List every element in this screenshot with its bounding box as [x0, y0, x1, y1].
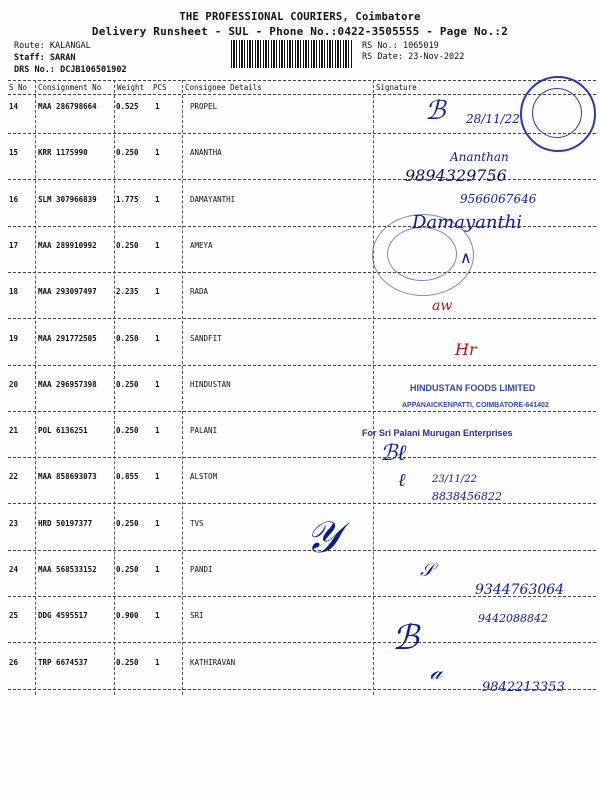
col-weight: Weight	[117, 83, 145, 92]
seal-inner-ring	[532, 88, 582, 138]
row-consignment: MAA 291772505	[38, 333, 97, 343]
runsheet-subtitle: Delivery Runsheet - SUL - Phone No.:0422-3505555 - Page No.:2	[91, 25, 509, 38]
row-consignee: TVS	[190, 518, 204, 528]
round-seal-stamp	[520, 76, 596, 152]
row-pcs: 1	[155, 379, 160, 389]
col-divider	[114, 80, 115, 695]
signature-mark-26: 𝒶	[430, 660, 443, 685]
row-divider	[8, 133, 596, 134]
signature-phone-22: 8838456822	[432, 490, 502, 503]
row-consignee: ANANTHA	[190, 148, 222, 158]
row-consignee: DAMAYANTHI	[190, 194, 236, 204]
rs-no-value: 1065019	[402, 41, 439, 51]
col-consignment: Consignment No	[38, 83, 102, 92]
route-line	[14, 41, 91, 51]
rs-no-line	[362, 41, 439, 51]
drs-label: DRS No.:	[14, 65, 55, 75]
row-divider	[8, 365, 596, 366]
row-sno: 14	[9, 102, 19, 111]
col-divider	[182, 80, 183, 695]
company-stamp-palani: For Sri Palani Murugan Enterprises	[362, 428, 513, 438]
signature-phone-24: 9344763064	[475, 582, 565, 598]
col-signature: Signature	[376, 83, 417, 92]
rs-date-value: 23-Nov-2022	[408, 52, 465, 62]
row-weight: 0.250	[116, 240, 139, 250]
signature-mark-25: ℬ	[392, 618, 419, 658]
row-consignment: MAA 296957398	[38, 379, 97, 389]
row-weight: 0.250	[116, 148, 139, 158]
row-weight: 0.250	[116, 379, 139, 389]
row-sno: 17	[9, 240, 19, 250]
row-consignee: PANDI	[190, 565, 213, 574]
signature-date-14: 28/11/22	[466, 112, 520, 126]
row-divider	[8, 550, 596, 551]
signature-mark-19: Hr	[455, 340, 477, 359]
row-divider	[8, 457, 596, 458]
signature-mark-23: 𝒴	[305, 512, 340, 563]
row-sno: 22	[9, 472, 19, 482]
row-weight: 2.235	[116, 287, 139, 297]
row-pcs: 1	[155, 240, 160, 250]
signature-phone-15a: 9894329756	[405, 166, 507, 185]
row-weight: 0.250	[116, 333, 139, 343]
row-divider	[8, 411, 596, 412]
row-weight: 0.525	[116, 102, 139, 111]
row-consignee: SANDFIT	[190, 333, 222, 343]
row-pcs: 1	[155, 333, 160, 343]
row-pcs: 1	[155, 102, 160, 111]
row-consignment: TRP 6674537	[38, 657, 88, 667]
row-pcs: 1	[155, 518, 160, 528]
route-label: Route:	[14, 41, 45, 51]
row-divider	[8, 179, 596, 180]
row-sno: 26	[9, 657, 19, 667]
row-consignment: MAA 286798664	[38, 102, 97, 111]
row-weight: 0.250	[116, 565, 139, 574]
row-pcs: 1	[155, 287, 160, 297]
row-divider	[8, 503, 596, 504]
company-stamp-address: APPANAICKENPATTI, COIMBATORE-641402	[402, 402, 549, 409]
barcode	[231, 40, 353, 68]
row-consignee: HINDUSTAN	[190, 379, 231, 389]
staff-label: Staff:	[14, 53, 45, 63]
row-sno: 15	[9, 148, 19, 158]
header-bottom-rule	[8, 94, 596, 95]
signature-name-15: Ananthan	[450, 150, 509, 164]
row-pcs: 1	[155, 426, 160, 436]
row-weight: 0.250	[116, 518, 139, 528]
row-consignment: HRD 50197377	[38, 518, 93, 528]
row-consignee: KATHIRAVAN	[190, 657, 236, 667]
col-sno: S No	[9, 83, 28, 92]
row-weight: 0.900	[116, 611, 139, 621]
col-divider	[373, 80, 374, 695]
row-consignment: MAA 858693073	[38, 472, 97, 482]
row-weight: 0.855	[116, 472, 139, 482]
row-consignment: KRR 1175990	[38, 148, 88, 158]
route-value: KALANGAL	[49, 41, 91, 51]
faint-seal-inner	[387, 227, 457, 281]
col-consignee: Consignee Details	[185, 83, 262, 92]
signature-mark-22: ℓ	[398, 470, 406, 491]
header-top-rule	[8, 80, 596, 81]
row-sno: 25	[9, 611, 19, 621]
company-title: THE PROFESSIONAL COURIERS, Coimbatore	[179, 11, 421, 23]
row-divider	[8, 272, 596, 273]
row-consignee: RADA	[190, 287, 209, 297]
row-consignee: ALSTOM	[190, 472, 218, 482]
row-consignee: SRI	[190, 611, 204, 621]
row-sno: 19	[9, 333, 19, 343]
row-consignment: MAA 289910992	[38, 240, 97, 250]
row-sno: 16	[9, 194, 19, 204]
signature-mark-14: ℬ	[425, 96, 446, 126]
drs-line	[14, 65, 127, 75]
signature-mark-21: ℬℓ	[380, 441, 407, 466]
row-pcs: 1	[155, 148, 160, 158]
signature-phone-26: 9842213353	[482, 680, 565, 695]
col-pcs: PCS	[153, 83, 167, 92]
drs-value: DCJB106501902	[60, 65, 127, 75]
row-pcs: 1	[155, 565, 160, 574]
rs-date-label: RS Date:	[362, 52, 403, 62]
row-divider	[8, 642, 596, 643]
row-weight: 0.250	[116, 657, 139, 667]
signature-mark-18: aw	[432, 298, 453, 314]
col-divider	[35, 80, 36, 695]
row-consignee: PROPEL	[190, 102, 218, 111]
row-consignment: DDG 4595517	[38, 611, 88, 621]
row-pcs: 1	[155, 611, 160, 621]
row-pcs: 1	[155, 472, 160, 482]
row-sno: 23	[9, 518, 19, 528]
signature-phone-15b: 9566067646	[460, 192, 537, 206]
row-pcs: 1	[155, 657, 160, 667]
row-sno: 18	[9, 287, 19, 297]
row-weight: 0.250	[116, 426, 139, 436]
signature-mark-24: 𝒮	[420, 560, 434, 581]
row-consignment: POL 6136251	[38, 426, 88, 436]
rs-no-label: RS No.:	[362, 41, 398, 51]
signature-phone-25: 9442088842	[478, 612, 548, 625]
staff-line	[14, 53, 75, 63]
row-weight: 1.775	[116, 194, 139, 204]
row-sno: 21	[9, 426, 19, 436]
row-consignment: SLM 307966839	[38, 194, 97, 204]
staff-value: SARAN	[49, 53, 76, 63]
rs-date-line	[362, 52, 464, 62]
row-consignee: AMEYA	[190, 240, 213, 250]
row-consignment: MAA 293097497	[38, 287, 97, 297]
row-consignee: PALANI	[190, 426, 218, 436]
signature-date-22: 23/11/22	[432, 474, 477, 485]
row-consignment: MAA 568533152	[38, 565, 97, 574]
row-divider	[8, 318, 596, 319]
signature-mark-17: ∧	[460, 248, 472, 267]
row-pcs: 1	[155, 194, 160, 204]
company-stamp-hindustan: HINDUSTAN FOODS LIMITED	[410, 383, 536, 393]
row-sno: 24	[9, 565, 19, 574]
row-sno: 20	[9, 379, 19, 389]
signature-name-16: Damayanthi	[412, 212, 523, 233]
